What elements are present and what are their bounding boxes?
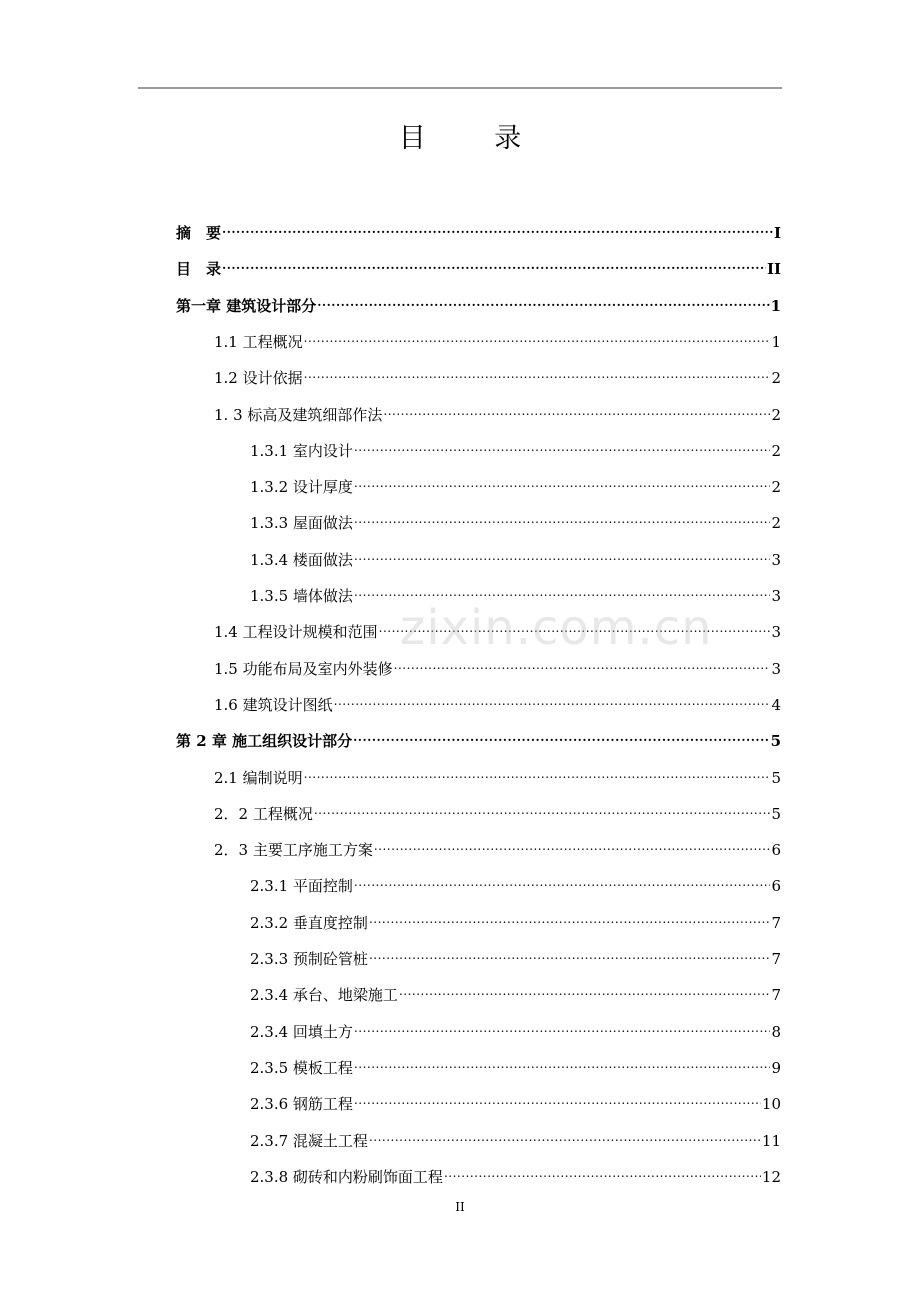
toc-entry[interactable]	[250, 940, 781, 968]
toc-entry[interactable]	[214, 795, 781, 823]
toc-dot-leader	[314, 795, 771, 819]
toc-entry[interactable]	[250, 1122, 781, 1150]
toc-dot-leader	[354, 504, 771, 528]
toc-entry-page: 7	[771, 986, 781, 1004]
toc-entry-page: 3	[771, 623, 781, 641]
toc-dot-leader	[374, 831, 771, 855]
toc-dot-leader	[394, 650, 771, 674]
toc-dot-leader	[379, 613, 771, 637]
toc-entry[interactable]	[176, 722, 781, 750]
toc-entry[interactable]	[214, 323, 781, 351]
toc-dot-leader	[354, 577, 771, 601]
toc-entry-page: 5	[771, 769, 781, 787]
toc-entry-label: 1.2 设计依据	[214, 369, 303, 387]
toc-entry[interactable]	[250, 904, 781, 932]
toc-entry-page: 2	[771, 369, 781, 387]
toc-entry[interactable]	[176, 250, 781, 278]
toc-entry-page: I	[773, 224, 781, 242]
toc-entry-label: 2.3.8 砌砖和内粉刷饰面工程	[250, 1168, 443, 1186]
toc-entry-page: 1	[770, 297, 781, 315]
toc-dot-leader	[354, 468, 771, 492]
toc-dot-leader	[304, 323, 771, 347]
toc-entry-label: 2．2 工程概况	[214, 805, 313, 823]
toc-entry[interactable]	[250, 468, 781, 496]
toc-entry-label: 1.3.1 室内设计	[250, 442, 353, 460]
toc-entry-label: 摘 要	[176, 224, 222, 242]
toc-entry[interactable]	[250, 541, 781, 569]
toc-entry-label: 2.1 编制说明	[214, 769, 303, 787]
toc-entry-page: 12	[761, 1168, 781, 1186]
toc-entry[interactable]	[176, 214, 781, 242]
toc-entry[interactable]	[250, 1049, 781, 1077]
footer-page-number: II	[455, 1200, 465, 1214]
toc-entry[interactable]	[250, 976, 781, 1004]
toc-entry-label: 1. 3 标高及建筑细部作法	[214, 406, 383, 424]
toc-dot-leader	[383, 396, 770, 420]
toc-entry-label: 2.3.2 垂直度控制	[250, 914, 368, 932]
toc-entry[interactable]	[214, 396, 781, 424]
toc-entry[interactable]	[250, 867, 781, 895]
page-title: 目 录	[398, 123, 552, 154]
toc-dot-leader	[399, 976, 771, 1000]
toc-entry-label: 1.5 功能布局及室内外装修	[214, 660, 393, 678]
toc-entry-page: 2	[771, 442, 781, 460]
toc-dot-leader	[354, 1013, 771, 1037]
toc-entry-label: 1.3.4 楼面做法	[250, 551, 353, 569]
toc-entry-label: 第 2 章 施工组织设计部分	[176, 732, 353, 750]
toc-dot-leader	[354, 1085, 761, 1109]
toc-dot-leader	[304, 359, 771, 383]
toc-entry[interactable]	[250, 504, 781, 532]
toc-entry-label: 1.4 工程设计规模和范围	[214, 623, 378, 641]
toc-entry-page: 8	[771, 1023, 781, 1041]
toc-entry-label: 2.3.1 平面控制	[250, 877, 353, 895]
toc-dot-leader	[317, 287, 769, 311]
toc-dot-leader	[353, 722, 769, 746]
toc-dot-leader	[334, 686, 771, 710]
toc-entry-label: 2.3.6 钢筋工程	[250, 1095, 353, 1113]
toc-entry[interactable]	[214, 759, 781, 787]
toc-entry[interactable]	[250, 432, 781, 460]
toc-entry[interactable]	[250, 577, 781, 605]
toc-entry-page: 3	[771, 587, 781, 605]
toc-entry[interactable]	[214, 831, 781, 859]
toc-dot-leader	[354, 867, 771, 891]
watermark: zixin.com.cn	[400, 600, 713, 656]
toc-entry-page: 4	[771, 696, 781, 714]
toc-dot-leader	[444, 1158, 761, 1182]
toc-entry-page: 7	[771, 914, 781, 932]
toc-entry-label: 1.3.5 墙体做法	[250, 587, 353, 605]
toc-entry[interactable]	[250, 1013, 781, 1041]
toc-entry[interactable]	[214, 686, 781, 714]
toc-entry-label: 目 录	[176, 260, 222, 278]
toc-dot-leader	[222, 214, 773, 238]
toc-entry-page: 9	[771, 1059, 781, 1077]
toc-entry[interactable]	[214, 359, 781, 387]
toc-entry-page: 3	[771, 551, 781, 569]
toc-entry-page: 3	[771, 660, 781, 678]
toc-entry-page: 6	[771, 841, 781, 859]
toc-entry-page: 5	[771, 805, 781, 823]
toc-entry-label: 2.3.5 模板工程	[250, 1059, 353, 1077]
toc-entry-page: 6	[771, 877, 781, 895]
toc-entry-page: 11	[761, 1132, 781, 1150]
toc-dot-leader	[369, 904, 771, 928]
toc-entry[interactable]	[250, 1085, 781, 1113]
toc-dot-leader	[222, 250, 766, 274]
toc-entry-page: 5	[770, 732, 781, 750]
toc-entry[interactable]	[250, 1158, 781, 1186]
toc-entry[interactable]	[176, 287, 781, 315]
toc-dot-leader	[369, 1122, 761, 1146]
toc-dot-leader	[304, 759, 771, 783]
toc-entry-label: 1.6 建筑设计图纸	[214, 696, 333, 714]
toc-entry-label: 2.3.7 混凝土工程	[250, 1132, 368, 1150]
toc-entry-label: 2.3.4 承台、地梁施工	[250, 986, 398, 1004]
toc-entry-page: II	[766, 260, 781, 278]
toc-entry-page: 2	[771, 478, 781, 496]
toc-entry-page: 1	[771, 333, 781, 351]
toc-dot-leader	[354, 541, 771, 565]
toc-dot-leader	[354, 432, 771, 456]
toc-entry-page: 2	[771, 514, 781, 532]
toc-entry-label: 1.3.2 设计厚度	[250, 478, 353, 496]
toc-entry-label: 第一章 建筑设计部分	[176, 297, 317, 315]
toc-entry-page: 2	[771, 406, 781, 424]
toc-entry-label: 2.3.3 预制砼管桩	[250, 950, 368, 968]
toc-entry-label: 1.3.3 屋面做法	[250, 514, 353, 532]
toc-entry-page: 10	[761, 1095, 781, 1113]
toc-entry-label: 2.3.4 回填土方	[250, 1023, 353, 1041]
toc-dot-leader	[354, 1049, 771, 1073]
toc-entry-label: 1.1 工程概况	[214, 333, 303, 351]
toc-entry-page: 7	[771, 950, 781, 968]
toc-entry-label: 2．3 主要工序施工方案	[214, 841, 373, 859]
toc-entry[interactable]	[214, 650, 781, 678]
toc-dot-leader	[369, 940, 771, 964]
